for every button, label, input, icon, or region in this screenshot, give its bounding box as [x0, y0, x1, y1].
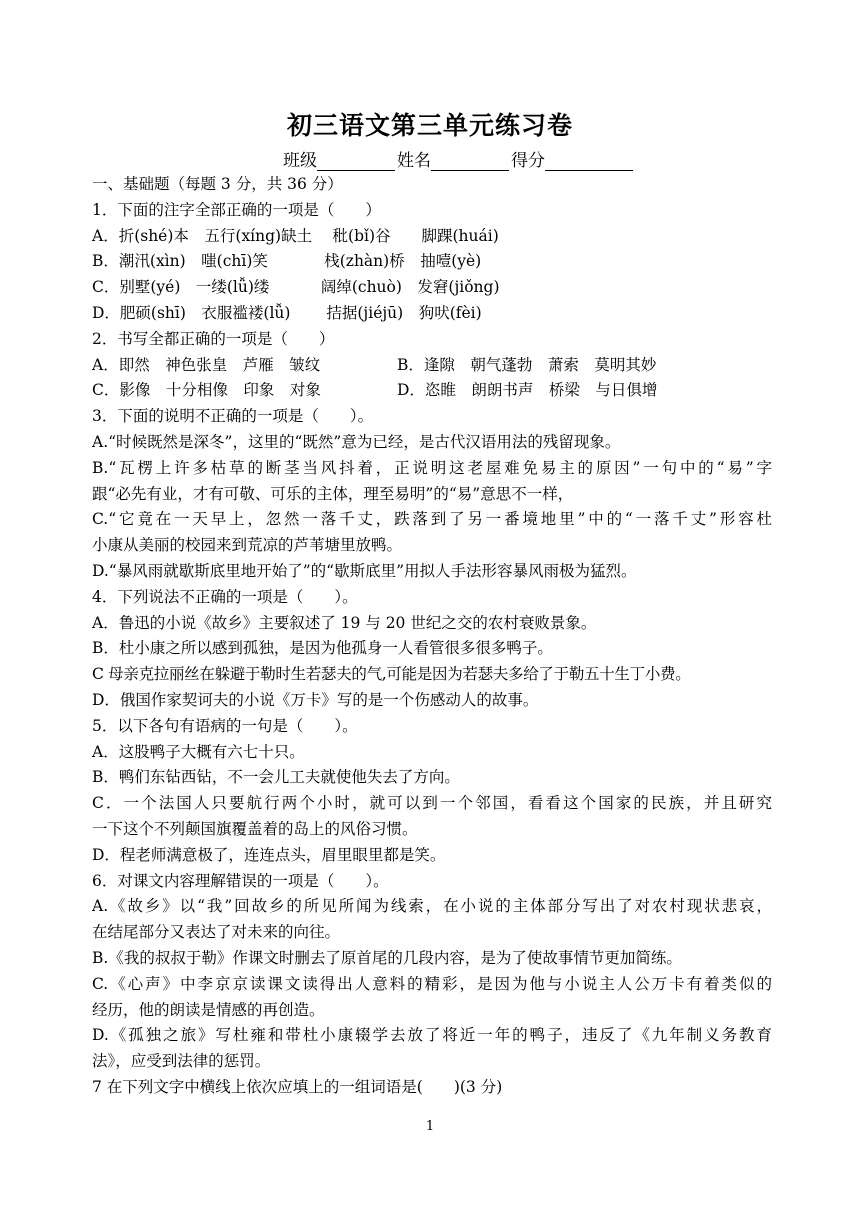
question-5-option-a: A．这股鸭子大概有六七十只。	[92, 742, 305, 761]
question-2-stem: 2．书写全都正确的一项是（ ）	[92, 329, 335, 348]
student-info-line	[283, 146, 635, 171]
question-4-option-c: C 母亲克拉丽丝在躲避于勒时生若瑟夫的气,可能是因为若瑟夫多给了于勒五十生丁小费。	[92, 665, 691, 684]
question-2-option-c: C．影像 十分相像 印象 对象	[92, 381, 321, 400]
question-5-option-d: D．程老师满意极了，连连点头，眉里眼里都是笑。	[92, 845, 446, 864]
question-1-option-a: A．折(shé)本 五行(xíng)缺土 秕(bǐ)谷 脚踝(huái)	[92, 226, 499, 245]
question-4-option-a: A．鲁迅的小说《故乡》主要叙述了 19 与 20 世纪之交的农村衰败景象。	[92, 613, 597, 632]
question-6-option-a-line-1: A.《故乡》以“我”回故乡的所见所闻为线索，在小说的主体部分写出了对农村现状悲哀，	[92, 897, 772, 916]
question-3-option-b-line-2: 跟“必先有业，才有可敬、可乐的主体，理至易明”的“易”意思不一样，	[92, 484, 574, 503]
question-6-option-a-line-2: 在结尾部分又表达了对未来的向往。	[92, 923, 341, 942]
question-3-stem: 3．下面的说明不正确的一项是（ ）。	[92, 407, 374, 426]
score-label: 得分	[511, 151, 545, 171]
page-title: 初三语文第三单元练习卷	[286, 111, 573, 140]
question-4-stem: 4．下列说法不正确的一项是（ ）。	[92, 587, 358, 606]
name-blank[interactable]	[431, 153, 509, 171]
question-2-row-2	[92, 378, 772, 404]
question-4-option-d: D．俄国作家契诃夫的小说《万卡》写的是一个伤感动人的故事。	[92, 690, 539, 709]
question-1-option-b: B．潮汛(xìn) 嗤(chī)笑 栈(zhàn)桥 抽噎(yè)	[92, 252, 482, 271]
question-6-option-d-line-2: 法》，应受到法律的惩罚。	[92, 1052, 271, 1071]
question-6-option-b: B.《我的叔叔于勒》作课文时删去了原首尾的几段内容，是为了使故事情节更加简练。	[92, 948, 682, 967]
question-3-option-c-line-2: 小康从美丽的校园来到荒凉的芦苇塘里放鸭。	[92, 536, 403, 555]
question-6-option-c-line-2: 经历，他的朗读是情感的再创造。	[92, 1000, 325, 1019]
question-2-option-a: A．即然 神色张皇 芦雁 皱纹	[92, 355, 321, 374]
worksheet-body	[92, 172, 772, 1101]
question-3-option-c-line-1: C.“它竟在一天早上，忽然一落千丈，跌落到了另一番境地里”中的“一落千丈”形容杜	[92, 510, 772, 529]
question-2-option-d: D．恣睢 朗朗书声 桥梁 与日俱增	[397, 381, 658, 400]
question-1-option-d: D．肥硕(shī) 衣服褴褛(lǚ) 拮据(jiéjū) 狗吠(fèi)	[92, 303, 482, 322]
question-3-option-b-line-1: B.“瓦楞上许多枯草的断茎当风抖着，正说明这老屋难免易主的原因”一句中的“易”字	[92, 458, 772, 477]
question-5-option-c-line-1: C．一个法国人只要航行两个小时，就可以到一个邻国，看看这个国家的民族，并且研究	[92, 794, 772, 813]
question-3-option-a: A.“时候既然是深冬”，这里的“既然”意为已经，是古代汉语用法的残留现象。	[92, 432, 621, 451]
question-1-stem: 1．下面的注字全部正确的一项是（ ）	[92, 200, 381, 219]
question-5-option-b: B．鸭们东钻西钻，不一会儿工夫就使他失去了方向。	[92, 768, 460, 787]
class-label: 班级	[283, 151, 317, 171]
question-5-option-c-line-2: 一下这个不列颠国旗覆盖着的岛上的风俗习惯。	[92, 819, 418, 838]
question-5-stem: 5．以下各句有语病的一句是（ ）。	[92, 716, 358, 735]
name-label: 姓名	[397, 151, 431, 171]
section-heading: 一、基础题（每题 3 分，共 36 分）	[92, 175, 343, 193]
question-6-option-d-line-1: D.《孤独之旅》写杜雍和带杜小康辍学去放了将近一年的鸭子，违反了《九年制义务教育	[92, 1026, 772, 1045]
question-6-option-c-line-1: C.《心声》中李京京读课文读得出人意料的精彩，是因为他与小说主人公万卡有着类似的	[92, 974, 772, 993]
question-7-stem: 7 在下列文字中横线上依次应填上的一组词语是( )(3 分)	[92, 1077, 503, 1096]
question-4-option-b: B．杜小康之所以感到孤独，是因为他孤身一人看管很多很多鸭子。	[92, 639, 553, 658]
question-1-option-c: C．别墅(yé) 一缕(lǚ)缕 阔绰(chuò) 发窘(jiǒng)	[92, 278, 500, 297]
question-6-stem: 6．对课文内容理解错误的一项是（ ）。	[92, 871, 389, 890]
class-blank[interactable]	[317, 153, 395, 171]
question-3-option-d: D.“暴风雨就歇斯底里地开始了”的“歇斯底里”用拟人手法形容暴风雨极为猛烈。	[92, 561, 637, 580]
score-blank[interactable]	[545, 153, 633, 171]
question-2-row-1	[92, 353, 772, 379]
question-2-option-b: B．逢隙 朝气蓬勃 萧索 莫明其妙	[397, 355, 657, 374]
page-number: 1	[425, 1119, 435, 1134]
